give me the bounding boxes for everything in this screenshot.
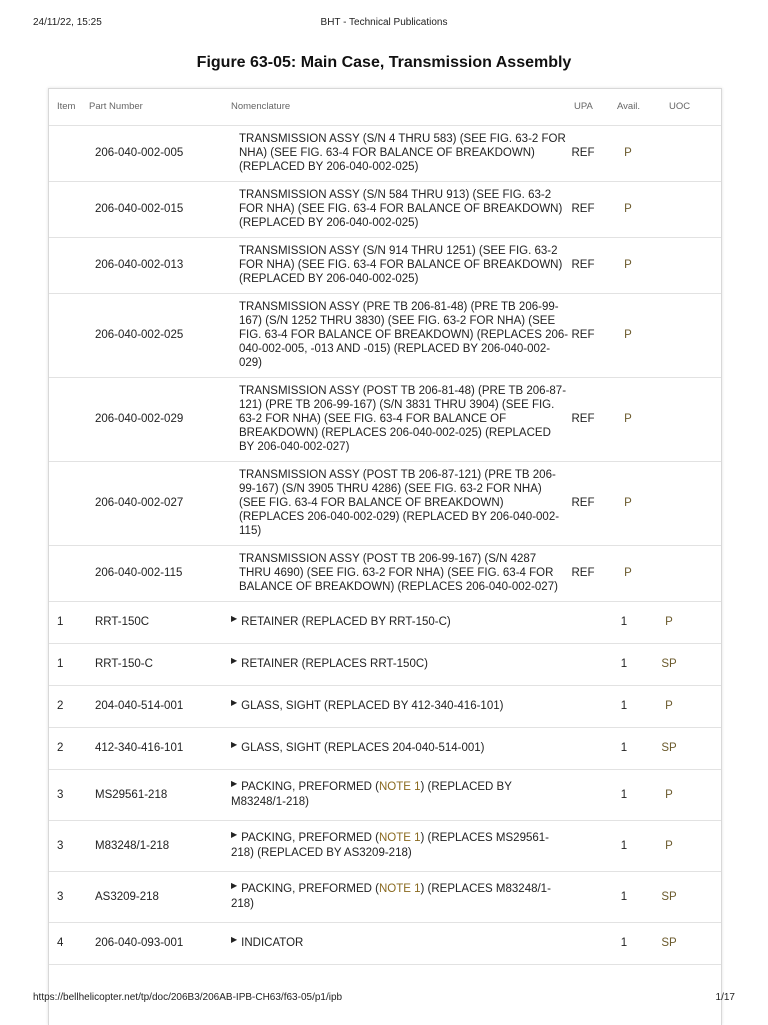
expand-triangle-icon[interactable]: ▶ (231, 830, 238, 839)
row-item-number: 2 (57, 700, 64, 712)
row-item-number (57, 293, 87, 377)
row-nomenclature (231, 727, 561, 769)
nomenclature-text: TRANSMISSION ASSY (S/N 4 THRU 583) (SEE FIG. 63-2 FOR NHA) (SEE FIG. 63-4 FOR BALANCE OF BREAKDOWN) (REPLACED BY 206-040-002-025) (239, 133, 566, 173)
row-upa: 1 (620, 788, 628, 801)
row-item-number (57, 181, 87, 237)
print-header (33, 17, 735, 31)
row-nomenclature (231, 643, 561, 685)
row-item-number: 1 (57, 616, 64, 628)
row-upa: REF (571, 259, 595, 271)
table-row (49, 820, 721, 872)
row-nomenclature (239, 461, 569, 545)
row-upa: 1 (620, 890, 628, 903)
table-row (49, 461, 721, 546)
row-nomenclature (239, 237, 569, 293)
row-part-number[interactable]: AS3209-218 (95, 890, 159, 903)
col-uoc-header: UOC (669, 101, 691, 112)
row-upa: 1 (620, 616, 628, 628)
print-site-title: BHT - Technical Publications (320, 17, 448, 28)
row-upa: 1 (620, 937, 628, 949)
nomenclature-text: TRANSMISSION ASSY (POST TB 206-99-167) (S/N 4287 THRU 4690) (SEE FIG. 63-2 FOR NHA) (SEE FIG. 63-4 FOR BALANCE OF BREAKDOWN) (REPLACES 206-040-002-027) (239, 553, 558, 593)
row-item-number (57, 377, 87, 461)
row-nomenclature (231, 922, 561, 964)
row-nomenclature (231, 769, 561, 820)
col-item-header: Item (57, 101, 76, 112)
row-nomenclature (231, 871, 561, 922)
table-row (49, 769, 721, 821)
table-row (49, 871, 721, 923)
row-availability: P (665, 788, 673, 801)
row-upa: REF (571, 203, 595, 215)
table-row (49, 181, 721, 238)
table-row (49, 237, 721, 294)
print-datetime: 24/11/22, 15:25 (33, 17, 102, 28)
expand-triangle-icon[interactable]: ▶ (231, 739, 238, 749)
row-part-number[interactable]: 412-340-416-101 (95, 742, 184, 754)
nomenclature-text: TRANSMISSION ASSY (S/N 914 THRU 1251) (SEE FIG. 63-2 FOR NHA) (SEE FIG. 63-4 FOR BALANCE OF BREAKDOWN) (REPLACED BY 206-040-002-025) (239, 245, 563, 285)
row-part-number[interactable]: 206-040-002-015 (95, 203, 184, 215)
row-nomenclature (239, 293, 569, 377)
expand-triangle-icon[interactable]: ▶ (231, 779, 238, 788)
row-item-number: 2 (57, 742, 64, 754)
row-part-number[interactable]: MS29561-218 (95, 788, 168, 801)
row-part-number[interactable]: 206-040-002-115 (95, 567, 183, 579)
nomenclature-text-suffix: ) (REPLACED BY M83248/1-218) (231, 781, 512, 808)
row-item-number: 3 (57, 890, 64, 903)
row-upa: REF (571, 413, 595, 425)
note-link[interactable]: NOTE 1 (378, 781, 421, 793)
nomenclature-text: TRANSMISSION ASSY (POST TB 206-81-48) (PRE TB 206-87-121) (PRE TB 206-99-167) (S/N 3831 THRU 3904) (SEE FIG. 63-2 FOR NHA) (SEE FIG. 63-4 FOR BALANCE OF BREAKDOWN) (REPLACES 206-040-002-025) (REPLACED BY 206-040-002-027) (239, 385, 567, 453)
row-item-number (57, 125, 87, 181)
row-part-number[interactable]: 206-040-002-013 (95, 259, 184, 271)
row-part-number[interactable]: 206-040-002-029 (95, 413, 184, 425)
nomenclature-text: TRANSMISSION ASSY (POST TB 206-87-121) (PRE TB 206-99-167) (S/N 3905 THRU 4286) (SEE FIG. 63-2 FOR NHA) (SEE FIG. 63-4 FOR BALANCE OF BREAKDOWN) (REPLACES 206-040-002-029) (REPLACED BY 206-040-002-115) (239, 469, 560, 537)
row-upa: REF (571, 147, 595, 159)
page-title: Figure 63-05: Main Case, Transmission Assembly (196, 54, 572, 71)
row-availability: P (624, 497, 632, 509)
col-avail-header: Avail. (617, 101, 641, 112)
nomenclature-text: RETAINER (REPLACES RRT-150C) (241, 657, 428, 670)
col-upa-header: UPA (574, 101, 593, 112)
row-item-number: 3 (57, 839, 64, 852)
row-part-number[interactable]: 204-040-514-001 (95, 700, 184, 712)
table-row (49, 601, 721, 644)
col-part-number-header: Part Number (89, 101, 143, 112)
note-link[interactable]: NOTE 1 (378, 883, 421, 895)
expand-triangle-icon[interactable]: ▶ (231, 881, 238, 890)
row-availability: P (624, 413, 632, 425)
row-item-number: 3 (57, 788, 64, 801)
row-nomenclature (239, 125, 569, 181)
row-availability: P (624, 203, 632, 215)
nomenclature-text: TRANSMISSION ASSY (S/N 584 THRU 913) (SEE FIG. 63-2 FOR NHA) (SEE FIG. 63-4 FOR BALANCE OF BREAKDOWN) (REPLACED BY 206-040-002-025) (239, 189, 563, 229)
row-upa: 1 (620, 658, 628, 670)
table-row (49, 377, 721, 462)
table-row (49, 125, 721, 182)
row-nomenclature (231, 685, 561, 727)
row-upa: REF (571, 497, 595, 509)
table-row (49, 293, 721, 378)
table-row (49, 922, 721, 965)
row-availability: P (624, 147, 632, 159)
row-part-number[interactable]: 206-040-002-005 (95, 147, 184, 159)
table-header (49, 89, 721, 126)
nomenclature-text: PACKING, PREFORMED ( (241, 883, 379, 895)
row-item-number: 4 (57, 937, 64, 949)
expand-triangle-icon[interactable]: ▶ (231, 934, 238, 944)
row-part-number[interactable]: RRT-150C (95, 616, 150, 628)
nomenclature-text: RETAINER (REPLACED BY RRT-150-C) (241, 615, 451, 628)
row-availability: P (624, 567, 632, 579)
nomenclature-text: TRANSMISSION ASSY (PRE TB 206-81-48) (PRE TB 206-99-167) (S/N 1252 THRU 3830) (SEE FIG. 63-2 FOR NHA) (SEE FIG. 63-4 FOR BALANCE OF BREAKDOWN) (REPLACES 206-040-002-005, -013 AND -015) (REPLACED BY 206-040-002-029) (239, 301, 569, 369)
nomenclature-text: PACKING, PREFORMED ( (241, 832, 379, 844)
table-row (49, 727, 721, 770)
row-part-number[interactable]: M83248/1-218 (95, 839, 170, 852)
row-part-number[interactable]: RRT-150-C (95, 658, 153, 670)
print-footer (33, 992, 735, 1006)
table-row (49, 643, 721, 686)
parts-table (48, 88, 722, 1025)
row-availability: P (665, 700, 673, 712)
row-availability: P (665, 839, 673, 852)
print-page-number: 1/17 (715, 992, 735, 1003)
nomenclature-text: PACKING, PREFORMED ( (241, 781, 379, 793)
row-nomenclature (239, 377, 569, 461)
expand-triangle-icon[interactable]: ▶ (231, 655, 238, 665)
nomenclature-text-suffix: ) (REPLACES MS29561-218) (REPLACED BY AS3209-218) (231, 832, 549, 859)
row-availability: P (624, 259, 632, 271)
row-part-number[interactable]: 206-040-002-027 (95, 497, 184, 509)
note-link[interactable]: NOTE 1 (378, 832, 421, 844)
row-part-number[interactable]: 206-040-093-001 (95, 937, 184, 949)
row-item-number (57, 461, 87, 545)
nomenclature-text-suffix: ) (REPLACES M83248/1-218) (231, 883, 551, 910)
row-item-number: 1 (57, 658, 64, 670)
row-availability: P (624, 329, 632, 341)
col-nomenclature-header: Nomenclature (231, 101, 291, 112)
table-row (49, 685, 721, 728)
row-upa: 1 (620, 742, 628, 754)
row-availability: SP (661, 742, 677, 754)
expand-triangle-icon[interactable]: ▶ (231, 613, 238, 623)
row-upa: 1 (620, 700, 628, 712)
row-availability: SP (661, 937, 677, 949)
row-item-number (57, 545, 87, 601)
expand-triangle-icon[interactable]: ▶ (231, 697, 238, 707)
row-upa: REF (571, 329, 595, 341)
row-nomenclature (239, 545, 569, 601)
row-nomenclature (239, 181, 569, 237)
row-nomenclature (231, 601, 561, 643)
nomenclature-text: INDICATOR (241, 936, 304, 949)
nomenclature-text: GLASS, SIGHT (REPLACES 204-040-514-001) (241, 741, 485, 754)
row-availability: P (665, 616, 673, 628)
print-url: https://bellhelicopter.net/tp/doc/206B3/206AB-IPB-CH63/f63-05/p1/ipb (33, 992, 343, 1003)
row-nomenclature (231, 820, 561, 871)
row-upa: 1 (620, 839, 628, 852)
row-upa: REF (571, 567, 595, 579)
table-row (49, 545, 721, 602)
nomenclature-text: GLASS, SIGHT (REPLACED BY 412-340-416-101) (241, 699, 504, 712)
row-availability: SP (661, 890, 677, 903)
row-item-number (57, 237, 87, 293)
row-part-number[interactable]: 206-040-002-025 (95, 329, 184, 341)
row-availability: SP (661, 658, 677, 670)
